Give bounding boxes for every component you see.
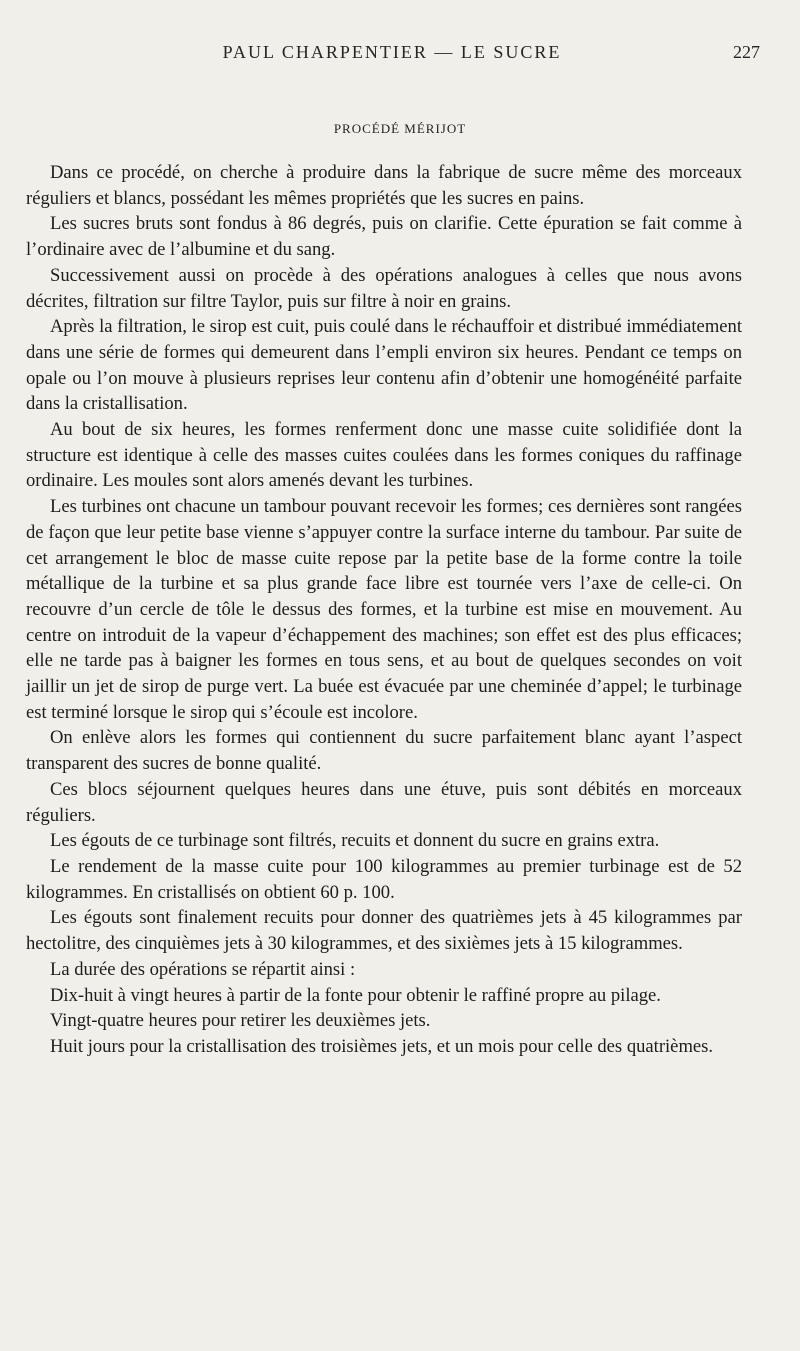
paragraph: Au bout de six heures, les formes renferment donc une masse cuite solidifiée dont la structure est identique à celle des masses cuites coulées dans les formes coniques du raffinage ordinaire. Les moules sont alors amenés devant les turbines. bbox=[26, 419, 742, 492]
paragraph: Successivement aussi on procède à des opérations analogues à celles que nous avons décrites, filtration sur filtre Taylor, puis sur filtre à noir en grains. bbox=[26, 264, 742, 312]
paragraph: Le rendement de la masse cuite pour 100 kilogrammes au premier turbinage est de 52 kilogrammes. En cristallisés on obtient 60 p. 100. bbox=[26, 855, 742, 903]
paragraph: Les égouts sont finalement recuits pour donner des quatrièmes jets à 45 kilogrammes par hectolitre, des cinquièmes jets à 30 kilogrammes, et des sixièmes jets à 15 kilogrammes. bbox=[26, 907, 742, 955]
section-heading: PROCÉDÉ MÉRIJOT bbox=[333, 121, 467, 136]
paragraph: La durée des opérations se répartit ainsi : bbox=[50, 958, 356, 980]
paragraph: Après la filtration, le sirop est cuit, puis coulé dans le réchauffoir et distribué immédiatement dans une série de formes qui demeurent dans l’empli environ six heures. Pendant ce temps on opale ou l’on mouve à plusieurs reprises leur contenu afin d’obtenir une homogénéité parfaite dans la cristallisation. bbox=[26, 316, 742, 415]
running-head bbox=[24, 42, 760, 72]
body-text bbox=[26, 160, 742, 1060]
paragraph: Les égouts de ce turbinage sont filtrés, recuits et donnent du sucre en grains extra. bbox=[50, 830, 660, 852]
paragraph: Les sucres bruts sont fondus à 86 degrés, puis on clarifie. Cette épuration se fait comme à l’ordinaire avec de l’albumine et du sang. bbox=[26, 213, 742, 261]
paragraph: Vingt-quatre heures pour retirer les deuxièmes jets. bbox=[50, 1010, 431, 1032]
paragraph: Huit jours pour la cristallisation des troisièmes jets, et un mois pour celle des quatrièmes. bbox=[50, 1035, 714, 1057]
paragraph: On enlève alors les formes qui contiennent du sucre parfaitement blanc ayant l’aspect transparent des sucres de bonne qualité. bbox=[26, 727, 742, 775]
paragraph: Dix-huit à vingt heures à partir de la fonte pour obtenir le raffiné propre au pilage. bbox=[50, 984, 661, 1006]
paragraph: Dans ce procédé, on cherche à produire dans la fabrique de sucre même des morceaux réguliers et blancs, possédant les mêmes propriétés que les sucres en pains. bbox=[26, 162, 742, 209]
page-number: 227 bbox=[733, 42, 760, 62]
paragraph: Ces blocs séjournent quelques heures dans une étuve, puis sont débités en morceaux réguliers. bbox=[26, 778, 742, 826]
running-title: PAUL CHARPENTIER — LE SUCRE bbox=[222, 42, 562, 62]
paragraph: Les turbines ont chacune un tambour pouvant recevoir les formes; ces dernières sont rangées de façon que leur petite base vienne s’appuyer contre la surface interne du tambour. Par suite de cet arrangement le bloc de masse cuite repose par la petite base de la forme contre la toile métallique de la turbine et sa plus grande face libre est tournée vers l’axe de celle-ci. On recouvre d’un cercle de tôle le dessus des formes, et la turbine est mise en mouvement. Au centre on introduit de la vapeur d’échappement des machines; son effet est des plus efficaces; elle ne tarde pas à baigner les formes en tous sens, et au bout de quelques secondes on voit jaillir un jet de sirop de purge vert. La buée est évacuée par une cheminée d’appel; le turbinage est terminé lorsque le sirop qui s’écoule est incolore. bbox=[26, 496, 742, 723]
